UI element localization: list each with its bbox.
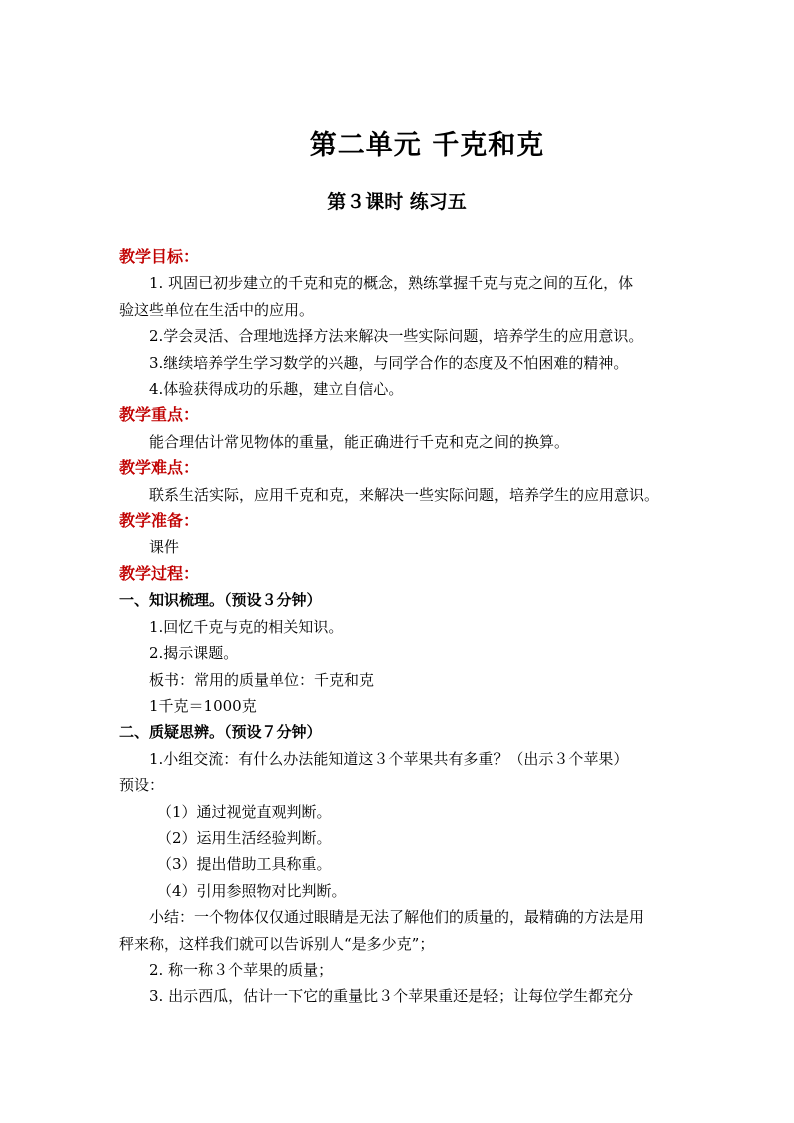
document-body xyxy=(119,244,679,1010)
process-line: （2）运用生活经验判断。 xyxy=(157,828,332,847)
goal-line: 4.体验获得成功的乐趣，建立自信心。 xyxy=(149,380,404,399)
lesson-subtitle: 第３课时 练习五 xyxy=(327,191,467,213)
process-line: （1）通过视觉直观判断。 xyxy=(157,802,332,821)
process-line: 小结：一个物体仅仅通过眼睛是无法了解他们的质量的，最精确的方法是用 xyxy=(149,908,645,927)
goal-line: 验这些单位在生活中的应用。 xyxy=(119,300,315,319)
focus-heading: 教学重点： xyxy=(119,405,200,425)
process-line: 2.揭示课题。 xyxy=(149,644,239,663)
process-line: 2. 称一称３个苹果的质量； xyxy=(149,960,334,979)
goal-line: 3.继续培养学生学习数学的兴趣，与同学合作的态度及不怕困难的精神。 xyxy=(149,353,629,372)
document-title: 第二单元 千克和克 xyxy=(309,130,545,161)
process-heading: 教学过程： xyxy=(119,563,200,583)
goal-line: 1. 巩固已初步建立的千克和克的概念，熟练掌握千克与克之间的互化，体 xyxy=(149,274,634,293)
prep-text: 课件 xyxy=(149,538,180,557)
process-line: 预设： xyxy=(119,776,165,795)
process-line: 3. 出示西瓜，估计一下它的重量比３个苹果重还是轻；让每位学生都充分 xyxy=(149,987,634,1006)
difficulty-text: 联系生活实际，应用千克和克，来解决一些实际问题，培养学生的应用意识。 xyxy=(149,485,660,504)
process-line: 1千克＝1000克 xyxy=(149,696,257,715)
goals-heading: 教学目标： xyxy=(119,247,200,266)
process-line: 秤来称，这样我们就可以告诉别人“是多少克”； xyxy=(119,934,435,953)
process-line: 1.小组交流：有什么办法能知道这３个苹果共有多重？（出示３个苹果） xyxy=(149,749,629,768)
focus-text: 能合理估计常见物体的重量，能正确进行千克和克之间的换算。 xyxy=(149,432,570,451)
section-title: 二、质疑思辨。（预设７分钟） xyxy=(119,723,322,742)
process-line: （4）引用参照物对比判断。 xyxy=(157,881,347,900)
prep-heading: 教学准备： xyxy=(119,511,200,531)
process-line: （3）提出借助工具称重。 xyxy=(157,855,332,874)
process-line: 板书：常用的质量单位：千克和克 xyxy=(149,670,375,689)
goal-line: 2.学会灵活、合理地选择方法来解决一些实际问题，培养学生的应用意识。 xyxy=(149,327,644,346)
process-line: 1.回忆千克与克的相关知识。 xyxy=(149,617,344,636)
section-title: 一、知识梳理。（预设３分钟） xyxy=(119,591,322,610)
difficulty-heading: 教学难点： xyxy=(119,458,200,478)
